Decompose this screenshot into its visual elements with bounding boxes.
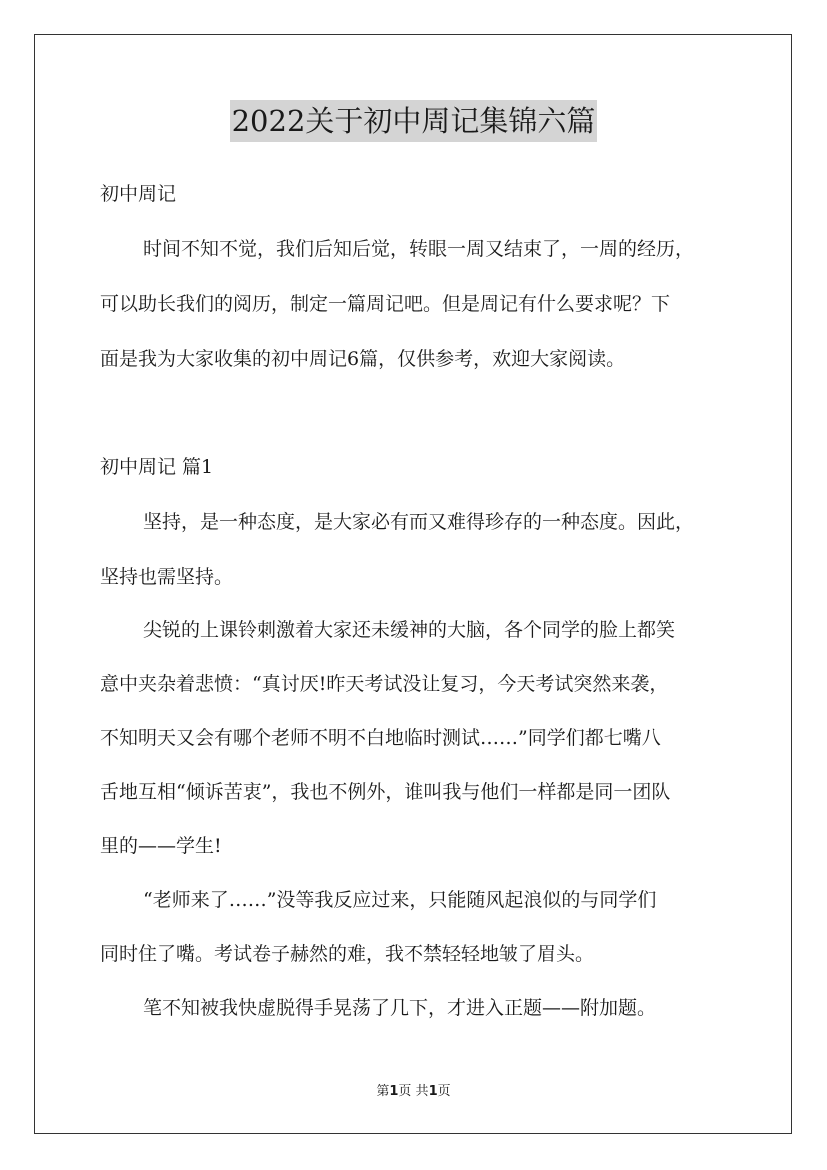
section-heading: 初中周记 篇1 <box>100 456 214 478</box>
footer-mid: 页 共 <box>398 1084 429 1099</box>
document-title: 2022关于初中周记集锦六篇 <box>230 100 598 142</box>
title-container <box>0 100 827 142</box>
paragraph-line: 里的——学生! <box>100 835 222 857</box>
paragraph-line: 尖锐的上课铃刺激着大家还未缓神的大脑，各个同学的脸上都笑 <box>143 619 676 641</box>
page-footer <box>0 1083 827 1101</box>
paragraph-line: 笔不知被我快虚脱得手晃荡了几下，才进入正题——附加题。 <box>143 997 657 1019</box>
paragraph-line: 时间不知不觉，我们后知后觉，转眼一周又结束了，一周的经历， <box>143 238 695 260</box>
paragraph-line: 同时住了嘴。考试卷子赫然的难，我不禁轻轻地皱了眉头。 <box>100 943 595 965</box>
footer-prefix: 第 <box>376 1084 390 1099</box>
paragraph-line: 意中夹杂着悲愤：“真讨厌!昨天考试没让复习，今天考试突然来袭， <box>100 673 669 695</box>
footer-suffix: 页 <box>437 1084 451 1099</box>
paragraph-line: 可以助长我们的阅历，制定一篇周记吧。但是周记有什么要求呢？下 <box>100 293 671 315</box>
footer-page-current: 1 <box>389 1084 399 1099</box>
paragraph-line: 舌地互相“倾诉苦衷”，我也不例外，谁叫我与他们一样都是同一团队 <box>100 781 671 803</box>
paragraph-line: 面是我为大家收集的初中周记6篇，仅供参考，欢迎大家阅读。 <box>100 348 626 370</box>
paragraph-line: 不知明天又会有哪个老师不明不白地临时测试……”同学们都七嘴八 <box>100 727 661 749</box>
paragraph-line: 坚持，是一种态度，是大家必有而又难得珍存的一种态度。因此， <box>143 511 695 533</box>
footer-page-total: 1 <box>428 1084 438 1099</box>
paragraph-line: “老师来了……”没等我反应过来，只能随风起浪似的与同学们 <box>143 889 657 911</box>
paragraph-line: 坚持也需坚持。 <box>100 566 234 588</box>
section-heading: 初中周记 <box>100 183 177 205</box>
